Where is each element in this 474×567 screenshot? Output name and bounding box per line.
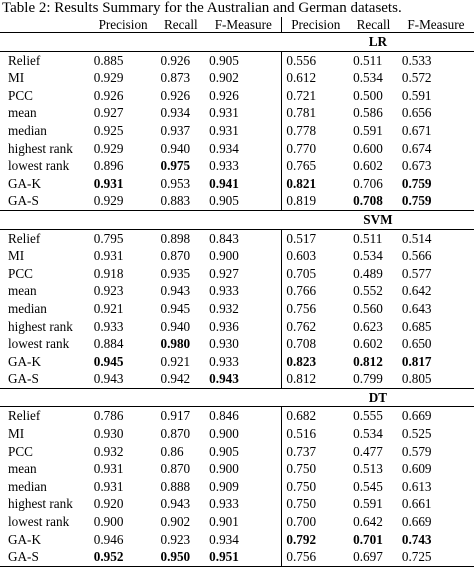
metric-value: 0.905: [205, 51, 282, 69]
metric-value: 0.931: [93, 478, 124, 494]
metric-value: 0.750: [286, 496, 317, 512]
method-name: GA-K: [8, 531, 41, 547]
metric-value: 0.697: [349, 548, 398, 566]
method-name: PCC: [8, 443, 33, 459]
metric-value: 0.591: [401, 87, 432, 103]
metric-value: 0.759: [401, 193, 432, 209]
metric-value: 0.931: [93, 175, 124, 191]
metric-value: 0.931: [205, 104, 282, 122]
metric-value: 0.514: [401, 230, 432, 246]
metric-value: 0.762: [286, 318, 317, 334]
metric-value: 0.750: [286, 478, 317, 494]
metric-value: 0.930: [205, 335, 282, 353]
metric-value: 0.517: [286, 230, 317, 246]
table-row: [0, 69, 474, 87]
metric-value: 0.909: [205, 478, 282, 496]
method-name: lowest rank: [8, 336, 70, 352]
metric-value: 0.943: [205, 370, 282, 388]
metric-value: 0.917: [160, 408, 191, 424]
table-row: [0, 104, 474, 122]
metric-value: 0.556: [286, 52, 317, 68]
metric-value: 0.925: [93, 122, 124, 138]
metric-value: 0.930: [93, 426, 124, 442]
column-header: F-Measure: [407, 17, 465, 32]
table-row: [0, 157, 474, 175]
metric-value: 0.609: [401, 461, 432, 477]
metric-value: 0.926: [93, 87, 124, 103]
metric-value: 0.613: [401, 478, 432, 494]
method-name: mean: [8, 105, 37, 121]
table-row: [0, 478, 474, 496]
table-row: [0, 531, 474, 549]
method-name: mean: [8, 283, 37, 299]
metric-value: 0.950: [156, 548, 205, 566]
section-header-row: [0, 210, 474, 229]
metric-value: 0.945: [160, 300, 191, 316]
metric-value: 0.931: [93, 248, 124, 264]
table-row: [0, 460, 474, 478]
metric-value: 0.905: [205, 192, 282, 210]
method-name: mean: [8, 461, 37, 477]
metric-value: 0.545: [353, 478, 383, 494]
metric-value: 0.902: [205, 69, 282, 87]
section-title: DT: [282, 388, 474, 407]
metric-value: 0.883: [160, 193, 191, 209]
metric-value: 0.823: [286, 353, 317, 369]
metric-value: 0.931: [93, 461, 124, 477]
metric-value: 0.750: [286, 461, 317, 477]
method-name: MI: [8, 248, 25, 264]
table-row: [0, 370, 474, 388]
metric-value: 0.896: [93, 158, 124, 174]
table-row: [0, 122, 474, 140]
metric-value: 0.743: [401, 531, 432, 547]
metric-value: 0.708: [286, 336, 317, 352]
table-row: [0, 87, 474, 105]
results-table: [0, 17, 474, 567]
metric-value: 0.937: [160, 122, 191, 138]
metric-value: 0.934: [205, 531, 282, 549]
metric-value: 0.933: [205, 157, 282, 175]
table-row: [0, 282, 474, 300]
metric-value: 0.756: [282, 548, 349, 566]
metric-value: 0.602: [353, 158, 383, 174]
metric-value: 0.905: [205, 443, 282, 461]
metric-value: 0.932: [205, 300, 282, 318]
metric-value: 0.759: [401, 175, 432, 191]
metric-value: 0.900: [93, 514, 124, 530]
metric-value: 0.513: [353, 461, 383, 477]
method-name: Relief: [8, 52, 41, 68]
metric-value: 0.560: [353, 300, 383, 316]
metric-value: 0.933: [205, 353, 282, 371]
metric-value: 0.927: [205, 265, 282, 283]
metric-value: 0.642: [401, 283, 432, 299]
metric-value: 0.511: [353, 230, 383, 246]
table-row: [0, 175, 474, 193]
metric-value: 0.940: [160, 318, 191, 334]
table-row: [0, 407, 474, 425]
method-name: Relief: [8, 230, 41, 246]
metric-value: 0.935: [160, 265, 191, 281]
metric-value: 0.534: [353, 70, 383, 86]
metric-value: 0.721: [286, 87, 317, 103]
metric-value: 0.737: [286, 443, 317, 459]
metric-value: 0.612: [286, 70, 317, 86]
metric-value: 0.500: [353, 87, 383, 103]
column-header: Precision: [291, 17, 341, 32]
section-spacer: [0, 388, 282, 407]
results-table-body: [0, 17, 474, 566]
table-row: [0, 495, 474, 513]
metric-value: 0.812: [353, 353, 383, 369]
metric-value: 0.929: [93, 193, 124, 209]
metric-value: 0.945: [93, 353, 124, 369]
metric-value: 0.706: [353, 175, 383, 191]
metric-value: 0.980: [160, 336, 191, 352]
metric-value: 0.673: [401, 158, 432, 174]
metric-value: 0.756: [286, 300, 317, 316]
metric-value: 0.552: [353, 283, 383, 299]
metric-value: 0.821: [286, 175, 317, 191]
metric-value: 0.926: [205, 87, 282, 105]
metric-value: 0.656: [401, 105, 432, 121]
method-name: GA-K: [8, 175, 41, 191]
metric-value: 0.819: [286, 193, 317, 209]
metric-value: 0.765: [286, 158, 317, 174]
method-name: MI: [8, 70, 25, 86]
column-header: Precision: [98, 17, 148, 32]
metric-value: 0.926: [160, 52, 191, 68]
table-row: [0, 265, 474, 283]
metric-value: 0.725: [398, 548, 474, 566]
column-header: F-Measure: [205, 17, 282, 33]
metric-value: 0.86: [160, 443, 184, 459]
metric-value: 0.920: [93, 496, 124, 512]
metric-value: 0.870: [160, 426, 191, 442]
metric-value: 0.902: [160, 514, 191, 530]
column-header: Recall: [356, 17, 391, 32]
metric-value: 0.942: [160, 371, 191, 387]
metric-value: 0.602: [353, 336, 383, 352]
table-row: [0, 300, 474, 318]
metric-value: 0.600: [353, 140, 383, 156]
method-name: GA-S: [8, 193, 39, 209]
metric-value: 0.682: [286, 408, 317, 424]
metric-value: 0.870: [160, 461, 191, 477]
metric-value: 0.846: [205, 407, 282, 425]
metric-value: 0.934: [160, 105, 191, 121]
metric-value: 0.943: [160, 496, 191, 512]
metric-value: 0.477: [353, 443, 383, 459]
metric-value: 0.873: [160, 70, 191, 86]
metric-value: 0.884: [93, 336, 124, 352]
table-row: [0, 140, 474, 158]
metric-value: 0.805: [401, 371, 432, 387]
metric-value: 0.566: [401, 248, 432, 264]
section-header-row: [0, 388, 474, 407]
metric-value: 0.555: [353, 408, 383, 424]
metric-value: 0.786: [93, 408, 124, 424]
metric-value: 0.705: [286, 265, 317, 281]
metric-value: 0.766: [286, 283, 317, 299]
table-row: [0, 513, 474, 531]
table-row: [0, 425, 474, 443]
metric-value: 0.900: [205, 460, 282, 478]
metric-value: 0.933: [93, 318, 124, 334]
method-name: Relief: [8, 408, 41, 424]
metric-value: 0.927: [93, 105, 124, 121]
metric-value: 0.900: [205, 425, 282, 443]
metric-value: 0.799: [353, 371, 383, 387]
section-title: SVM: [282, 210, 474, 229]
metric-value: 0.642: [353, 514, 383, 530]
metric-value: 0.534: [353, 248, 383, 264]
metric-value: 0.674: [401, 140, 432, 156]
metric-value: 0.933: [205, 495, 282, 513]
method-name: lowest rank: [8, 158, 70, 174]
metric-value: 0.700: [286, 514, 317, 530]
metric-value: 0.923: [93, 283, 124, 299]
metric-value: 0.951: [205, 548, 282, 566]
metric-value: 0.932: [93, 443, 124, 459]
metric-value: 0.918: [93, 265, 124, 281]
metric-value: 0.525: [401, 426, 432, 442]
method-name: median: [8, 478, 47, 494]
metric-value: 0.929: [93, 70, 124, 86]
metric-value: 0.701: [353, 531, 383, 547]
metric-value: 0.943: [160, 283, 191, 299]
method-name: PCC: [8, 265, 33, 281]
metric-value: 0.650: [401, 336, 432, 352]
metric-value: 0.489: [353, 265, 383, 281]
metric-value: 0.591: [353, 496, 383, 512]
column-header: Recall: [163, 17, 198, 32]
metric-value: 0.770: [286, 140, 317, 156]
metric-value: 0.795: [93, 230, 124, 246]
section-spacer: [0, 210, 282, 229]
header-row: [0, 17, 474, 33]
method-name: GA-S: [0, 548, 90, 566]
metric-value: 0.817: [401, 353, 432, 369]
metric-value: 0.781: [286, 105, 317, 121]
metric-value: 0.940: [160, 140, 191, 156]
metric-value: 0.812: [286, 371, 317, 387]
metric-value: 0.778: [286, 122, 317, 138]
metric-value: 0.936: [205, 318, 282, 336]
table-row: [0, 335, 474, 353]
table-row: [0, 318, 474, 336]
metric-value: 0.661: [401, 496, 432, 512]
method-name: highest rank: [8, 318, 73, 334]
metric-value: 0.586: [353, 105, 383, 121]
section-header-row: [0, 33, 474, 52]
metric-value: 0.953: [160, 175, 191, 191]
table-row: [0, 548, 474, 566]
method-name: GA-S: [8, 371, 39, 387]
metric-value: 0.669: [401, 514, 432, 530]
method-name: GA-K: [8, 353, 41, 369]
method-name: lowest rank: [8, 514, 70, 530]
method-name: highest rank: [8, 496, 73, 512]
method-name: PCC: [8, 87, 33, 103]
method-name: MI: [8, 426, 25, 442]
metric-value: 0.885: [93, 52, 124, 68]
method-name: median: [8, 300, 47, 316]
metric-value: 0.669: [401, 408, 432, 424]
column-header: [0, 17, 90, 33]
metric-value: 0.870: [160, 248, 191, 264]
metric-value: 0.921: [93, 300, 124, 316]
section-title: LR: [282, 33, 474, 52]
metric-value: 0.623: [353, 318, 383, 334]
metric-value: 0.952: [90, 548, 157, 566]
method-name: highest rank: [8, 140, 73, 156]
metric-value: 0.934: [205, 140, 282, 158]
section-spacer: [0, 33, 282, 52]
metric-value: 0.671: [401, 122, 432, 138]
metric-value: 0.534: [353, 426, 383, 442]
metric-value: 0.901: [205, 513, 282, 531]
table-caption: Table 2: Results Summary for the Australian and German datasets.: [2, 0, 402, 16]
metric-value: 0.943: [93, 371, 124, 387]
metric-value: 0.898: [160, 230, 191, 246]
metric-value: 0.926: [160, 87, 191, 103]
metric-value: 0.792: [286, 531, 317, 547]
metric-value: 0.577: [401, 265, 432, 281]
table-row: [0, 229, 474, 247]
metric-value: 0.516: [286, 426, 317, 442]
metric-value: 0.921: [160, 353, 191, 369]
metric-value: 0.708: [353, 193, 383, 209]
table-row: [0, 192, 474, 210]
metric-value: 0.975: [160, 158, 191, 174]
metric-value: 0.900: [205, 247, 282, 265]
metric-value: 0.511: [353, 52, 383, 68]
metric-value: 0.643: [401, 300, 432, 316]
metric-value: 0.929: [93, 140, 124, 156]
metric-value: 0.533: [401, 52, 432, 68]
table-row: [0, 247, 474, 265]
metric-value: 0.572: [401, 70, 432, 86]
metric-value: 0.603: [286, 248, 317, 264]
metric-value: 0.843: [205, 229, 282, 247]
metric-value: 0.579: [401, 443, 432, 459]
metric-value: 0.888: [160, 478, 191, 494]
metric-value: 0.941: [205, 175, 282, 193]
table-row: [0, 51, 474, 69]
table-row: [0, 353, 474, 371]
table-row: [0, 443, 474, 461]
metric-value: 0.591: [353, 122, 383, 138]
metric-value: 0.946: [93, 531, 124, 547]
metric-value: 0.931: [205, 122, 282, 140]
metric-value: 0.923: [160, 531, 191, 547]
metric-value: 0.933: [205, 282, 282, 300]
metric-value: 0.685: [401, 318, 432, 334]
method-name: median: [8, 122, 47, 138]
